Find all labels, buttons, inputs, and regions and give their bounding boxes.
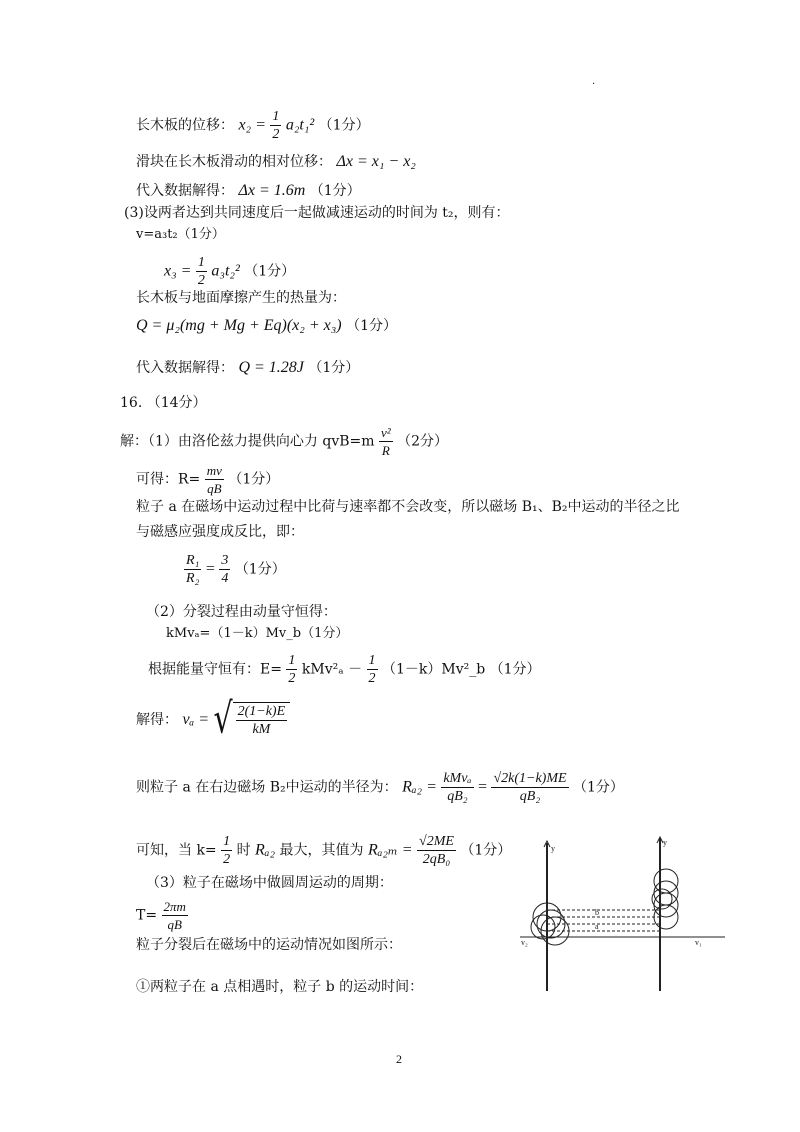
score: （1分） <box>460 842 512 859</box>
text: 时 <box>236 842 251 859</box>
mark-b: b <box>595 908 599 917</box>
sqrt-body: $\frac{2(1-k)E}{kM}$ <box>233 702 291 738</box>
line-radius <box>136 462 279 497</box>
delta-x-value: Δx = 1.6m <box>238 182 306 199</box>
fraction-kMva-over-qB2: $\frac{\text{kMvₐ}}{\text{qB₂}}$ <box>443 771 472 804</box>
fraction-v2-over-R: $\frac{\text{v²}}{R}$ <box>380 425 391 458</box>
text: 最大，其值为 <box>279 842 364 859</box>
heat-formula: Q = μ₂(mg + Mg + Eq)(x₂ + x₃) <box>136 317 342 334</box>
x2-symbol: x₂ = <box>238 116 266 134</box>
line-heat-intro: 长木板与地面摩擦产生的热量为： <box>136 290 346 306</box>
label: 解得： <box>136 712 178 728</box>
line-delta-x-result <box>136 181 361 201</box>
line-meeting-time: ①两粒子在 a 点相遇时，粒子 b 的运动时间： <box>136 979 424 995</box>
score: （2分） <box>397 433 449 450</box>
va-squared: v²ₐ <box>324 661 344 678</box>
score: （1分） <box>228 471 280 488</box>
particle-trajectory-figure <box>515 833 735 993</box>
fraction-mv-over-qB: $\frac{mv}{qB}$ <box>206 463 222 496</box>
label: 根据能量守恒有：E= <box>148 661 282 678</box>
score: （1分） <box>309 183 361 199</box>
line-period-formula <box>136 898 188 933</box>
label: 解：（1）由洛伦兹力提供向心力 qvB=m <box>120 433 375 450</box>
line-relative-displacement <box>136 152 416 172</box>
line-Ra2-max <box>136 833 511 868</box>
fraction-sqrt-over-qB2: $\frac{√2k(1-k)ME}{\text{qB₂}}$ <box>493 771 567 804</box>
page-number: 2 <box>396 1052 402 1066</box>
Ra2m-symbol: Rₐ₂ₘ = <box>367 841 413 859</box>
label: 代入数据解得： <box>136 183 234 199</box>
fraction-sqrt2ME-over-2qB0: $\frac{√2ME}{\text{2qB₀}}$ <box>419 834 454 867</box>
fraction-half: $\frac{1}{2}$ <box>368 653 376 686</box>
vb-squared: v²_b <box>455 661 486 678</box>
label: T= <box>136 907 158 924</box>
line-lorentz-force <box>120 424 448 459</box>
score: （1分） <box>489 661 541 678</box>
kM-term: kM <box>301 661 325 678</box>
minus-sign: － <box>348 661 363 678</box>
fraction-half: $\frac{1}{2}$ <box>272 109 280 142</box>
header-dot: . <box>592 76 596 87</box>
Ra2-symbol: Rₐ₂ <box>255 841 276 859</box>
fraction-3-over-4: $\frac{3}{4}$ <box>221 553 229 586</box>
score: （1分） <box>573 779 624 796</box>
label: 代入数据解得： <box>136 360 234 376</box>
line-va-solution <box>136 694 290 744</box>
a2t1-term: a₂t₁² <box>285 116 315 134</box>
line-part3-intro: (3)设两者达到共同速度后一起做减速运动的时间为 t₂，则有： <box>124 205 510 221</box>
fraction-R1-over-R2: $\frac{\text{R₁}}{\text{R₂}}$ <box>186 553 200 586</box>
fraction-half: $\frac{1}{2}$ <box>288 653 296 686</box>
question-16-header: 16. （14分） <box>120 395 207 411</box>
score: （1分） <box>234 561 286 578</box>
line-v-equation: v=a₃t₂（1分） <box>136 227 225 242</box>
label: 可知，当 k= <box>136 842 217 859</box>
score: （1分） <box>244 263 296 280</box>
fraction-half: $\frac{1}{2}$ <box>223 834 231 867</box>
score: （1分） <box>318 117 370 134</box>
mark-a: a <box>595 922 599 931</box>
line-part2-intro: （2）分裂过程由动量守恒得： <box>146 604 337 620</box>
score: （1分） <box>308 360 360 376</box>
line-radius-ratio: $\frac{\text{R₁}}{\text{R₂}}$ = $\frac{3}{4}$ （1分） <box>186 553 286 586</box>
Ra2-symbol: Rₐ₂ = <box>402 778 437 796</box>
sqrt-sign: √ <box>213 694 233 744</box>
label: 滑块在长木板滑动的相对位移： <box>136 154 332 170</box>
a3t2-term: a₃t₂² <box>211 262 240 280</box>
line-x3 <box>164 254 295 289</box>
label: 可得：R= <box>136 471 201 488</box>
label: 则粒子 a 在右边磁场 B₂中运动的半径为： <box>136 779 398 796</box>
line-Ra2: 则粒子 a 在右边磁场 B₂中运动的半径为： Rₐ₂ = $\frac{\text{kMvₐ}}{\text{qB₂}}$ = $\frac{√2k(1-k)ME}{\text{qB₂}}$ （1分） <box>136 771 624 804</box>
line-ratio-text-1: 粒子 a 在磁场中运动过程中比荷与速率都不会改变，所以磁场 B₁、B₂中运动的半径之比 <box>136 499 680 515</box>
line-figure-caption: 粒子分裂后在磁场中的运动情况如图所示： <box>136 937 402 953</box>
va-symbol: vₐ = <box>182 711 210 728</box>
fraction-half: $\frac{1}{2}$ <box>197 255 205 288</box>
x-axis-label-right: v₁ <box>695 938 702 947</box>
y-axis-label-right: y <box>663 838 667 847</box>
fraction-2pim-over-qB: $\frac{2\pi m}{qB}$ <box>163 899 186 932</box>
score: （1分） <box>346 318 398 334</box>
heat-value: Q = 1.28J <box>238 359 304 376</box>
term: （1－k）M <box>381 661 456 678</box>
y-axis-label-left: y <box>551 844 555 853</box>
line-energy-equation <box>148 652 541 687</box>
line-part3-period: （3）粒子在磁场中做圆周运动的周期： <box>146 875 393 891</box>
x-axis-label-left: v₂ <box>521 938 528 947</box>
line-board-displacement <box>136 108 370 143</box>
line-heat-result <box>136 358 359 378</box>
line-ratio-text-2: 与磁感应强度成反比，即： <box>136 524 304 540</box>
delta-x-formula: Δx = x₁ − x₂ <box>336 153 416 170</box>
line-momentum-equation: kMvₐ=（1－k）Mv_b（1分） <box>166 626 349 641</box>
label: 长木板的位移： <box>136 117 234 134</box>
x3-symbol: x₃ = <box>164 262 192 280</box>
line-heat-formula <box>136 316 397 336</box>
